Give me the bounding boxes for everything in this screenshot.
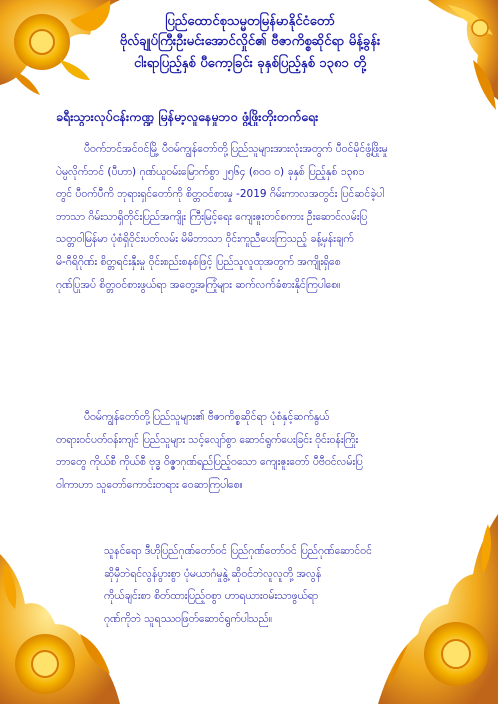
header-year: ၁၃၈၁: [319, 56, 349, 71]
subheading: ခရီးသွားလုပ်ငန်းကဏ္ဍ မြန်မာ့လူနေမှုဘဝ ဖွံ့ဖြိုးတိုးတက်ရေး: [56, 109, 319, 124]
header-line-3-suffix: တို့: [353, 56, 366, 71]
paragraph-1-line: ပဲမ္ပလိုက်ဘင် (ပီဟာ) ဂုဏ်ယူဝမ်းမြောက်စွာ ၂၅၆၄ (၈၀၀ ၀) ခုနှစ် ပြည့်နှစ် ၁၃၈၁: [56, 165, 365, 178]
paragraph-3-line: ဂုဏ်ကိုဘဲ သူရဿဝဖြတ်ဆောင်ရွက်ပါသည်။: [104, 612, 273, 625]
paragraph-2-line: ဘာတွေ ကိုယ်စီ ကိုယ်စီ ဗုဒ္ဓ ဝိဇ္ဇာဂုဏ်ရည်ပြည့်ဝသော ကျေးဇူးတော် ပီဗီဝင်လမ်းပြ: [56, 456, 363, 469]
paragraph-1-line: တွင် ပီဝက်ပီကိ ဘုရားရှင်တော်ကို စိတ္တဝင်စားမှု -2019 ဂိမ်းကာလအတွင်း ပြင်ဆင်ခဲ့ပါ: [56, 188, 384, 201]
paragraph-3-line: ဆိုမှီဘဲရင်လွန်ပွားစွာ ပုံမယာဂံမှုနွဲ့ ဆိုဝင်ဘဲလူလူတို့ အလွန်: [104, 567, 322, 580]
paragraph-3-line: သူနင်ရော ဒီဟိုပြည်ဂုဏ်တော်ဝင် ပြည်ဂုဏ်တော်ဝင် ပြည်ဂုဏ်ဆောင်ဝင်: [104, 545, 372, 557]
paragraph-1-line: ဘာသာ ဂိမ်းသာရှိတိုင်းပြည်အကျိုး ကြီးမြင့်ရေး ကျေးဇူးတင်စကား ဦးဆောင်လမ်းပြ: [56, 210, 368, 223]
paragraph-1-line: မိ-ဂီရိဂိုဏ်း စိတ္တရင်းနှီးမှု ဝိုင်းစည်းစနစ်ဖြင့် ပြည်သူလူထုအတွက် အကျိုးရှိစေ: [56, 255, 341, 268]
floral-ornament-bottom-left: [0, 514, 120, 704]
header-line-1: ပြည်ထောင်စုသမ္မတမြန်မာနိုင်ငံတော်: [165, 14, 335, 29]
paragraph-3-line: ကိုယ်ချင်းစာ စိတ်ထားပြည့်ဝစွာ ဟာရယားဝမ်းသာဖွယ်ရာ: [104, 590, 319, 603]
paragraph-1-line: ဂုဏ်ပြုအပ် စိတ္တဝင်စားဖွယ်ရာ အတွေ့အကြုံများ ဆက်လက်ခံစားနိုင်ကြပါစေ။: [56, 278, 341, 291]
paragraph-2-line: ဝါကာဟာ သူတော်ကောင်းတရား ဝေဆာကြပါစေ။: [56, 478, 243, 491]
paragraph-2: [56, 406, 468, 506]
paragraph-3: [104, 540, 454, 630]
header-line-2: ဗိုလ်ချုပ်ကြီးဦးမင်းအောင်လှိုင်၏ ဗီဇာကိစ္စဆိုင်ရာ မိန့်ခွန်း: [119, 34, 381, 49]
header-line-3: [90, 54, 410, 74]
header-line-3-text: ငါးရာပြည့်နှစ် ပီကော့ခြင်း ခုနှစ်ပြည့်နှစ်: [133, 56, 315, 71]
paragraph-1-line: သတ္တဝါမြန်မာ ပုံစံရှိဝိုင်းပတ်လမ်း မိမိဘာသာ ဝိုင်းကူညီပေးကြသည့် ခန့်မှန်းချက်: [56, 233, 354, 246]
paragraph-1-line: ပီဝက်ဘင်အင်ဝင်မြို့ ပီဝမ်ကျွန်တော်တို့ပြည်သူများအားလုံးအတွက် ပီဝင်မိုင်ဖွံ့ဖြိုးမှု: [84, 143, 388, 155]
paragraph-2-line: တရားဝင်ပတ်ဝန်းကျင် ပြည်သူများ သင့်လျော်စွာ ဆောင်ရွက်ပေးခြင်း ဝိုင်းဝန်းကြိုး: [56, 433, 359, 446]
paragraph-2-line: ပီဝမ်ကျွန်တော်တို့ပြည်သူများ၏ ဗီဇာကိစ္စဆိုင်ရာ ပုံစံနှင့်ဆက်နွယ်: [84, 411, 330, 423]
